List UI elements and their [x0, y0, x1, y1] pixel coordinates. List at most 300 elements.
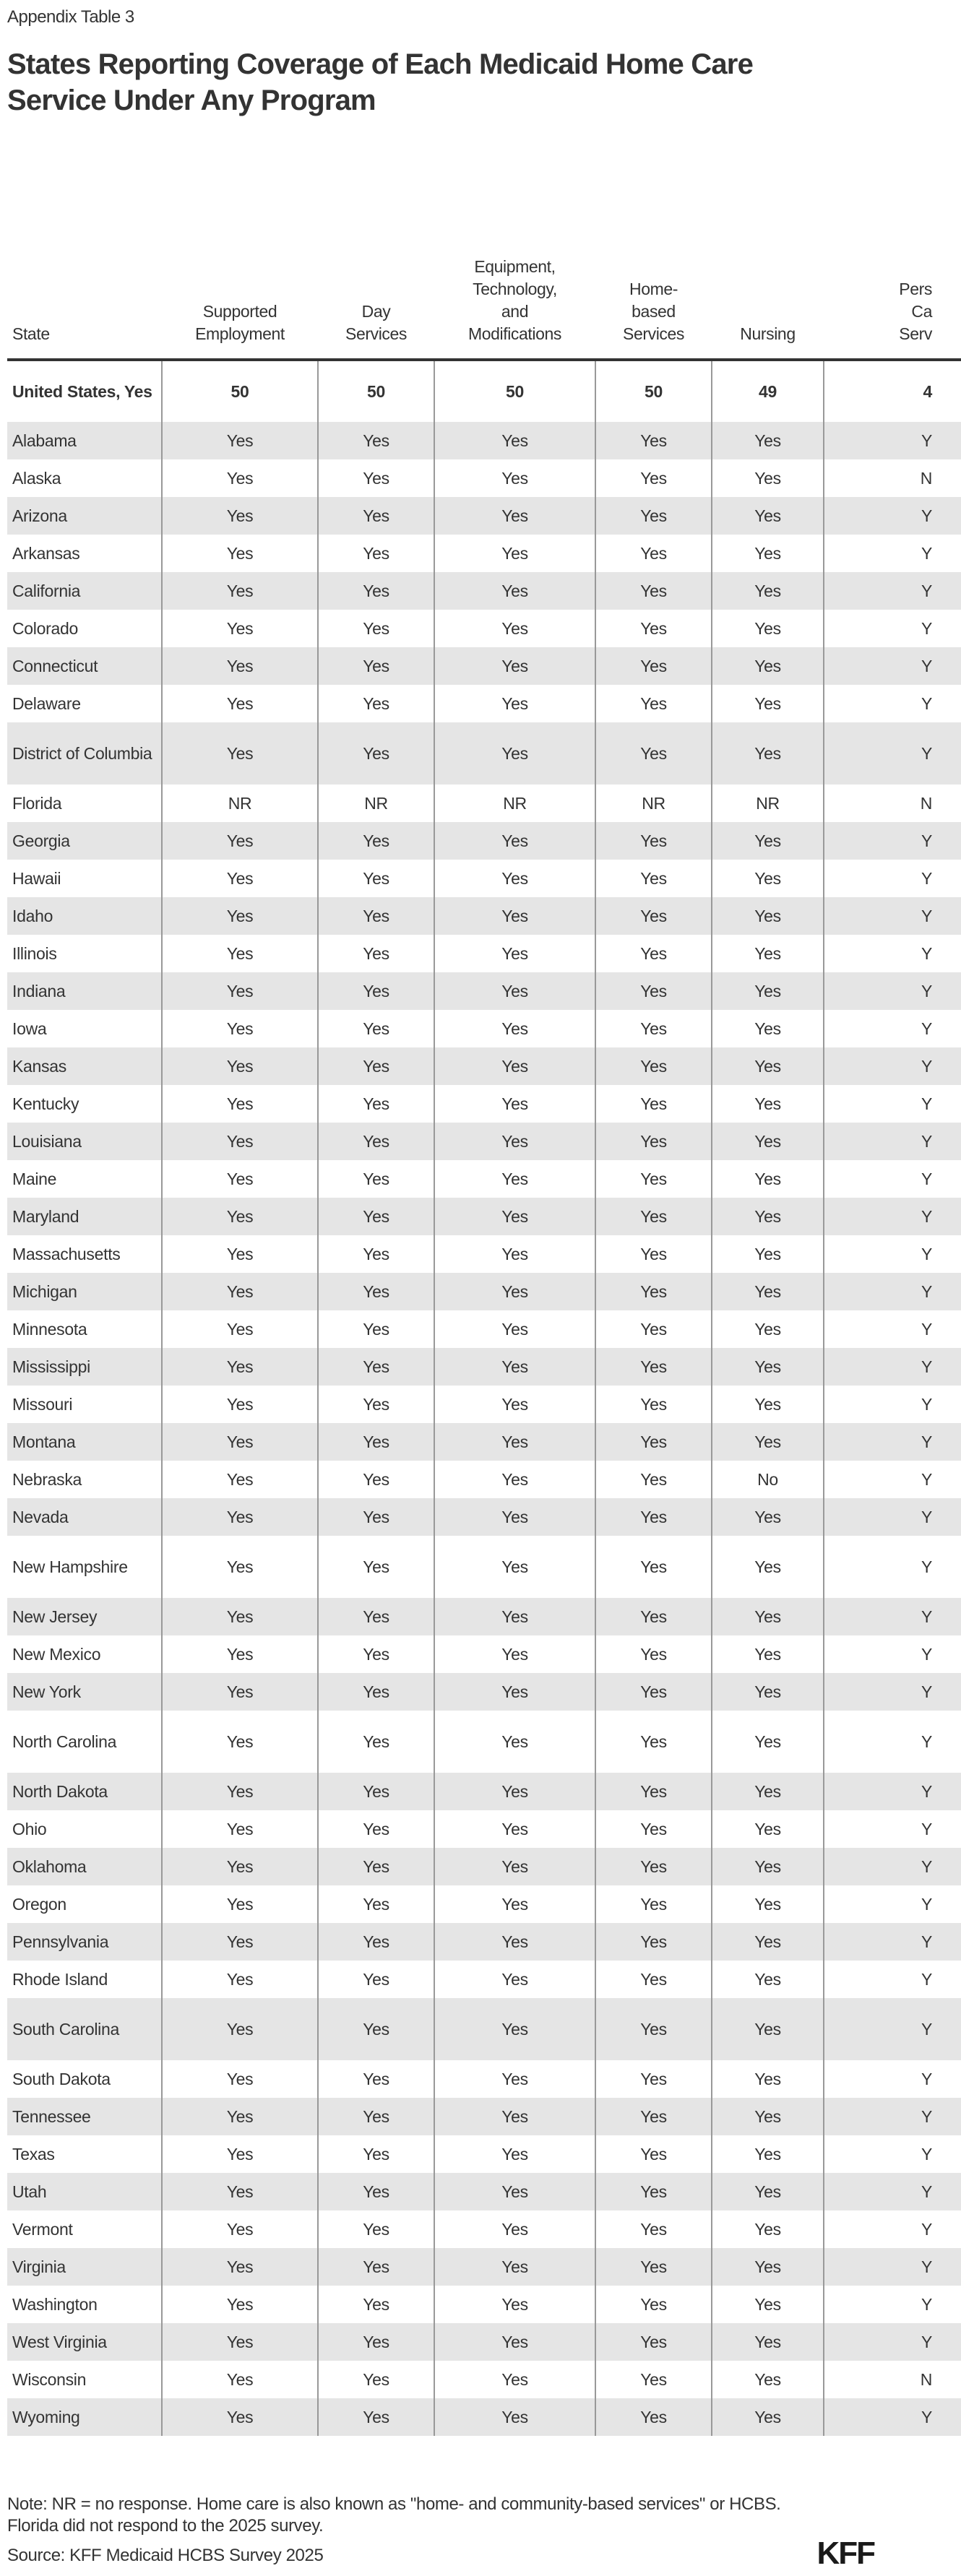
state-name: Washington — [12, 2294, 98, 2314]
table-cell: Yes — [162, 2098, 318, 2135]
table-cell: Yes — [318, 860, 434, 897]
table-cell: Yes — [434, 1885, 595, 1923]
table-cell: Yes — [318, 1536, 434, 1598]
table-cell: Yes — [595, 2398, 712, 2436]
state-name: Maine — [12, 1169, 57, 1188]
column-header-line: based — [632, 302, 676, 321]
column-header-0 — [7, 238, 162, 360]
table-cell: Yes — [162, 1885, 318, 1923]
table-cell: Yes — [712, 897, 824, 935]
table-row — [7, 1235, 961, 1273]
state-name: United States, Yes — [12, 381, 152, 401]
table-cell: Yes — [318, 2135, 434, 2173]
kff-logo: KFF — [816, 2536, 874, 2571]
state-name: North Carolina — [12, 1732, 117, 1751]
table-cell: Yes — [595, 1536, 712, 1598]
table-cell: NR — [162, 785, 318, 822]
table-cell: Yes — [318, 572, 434, 610]
table-cell: Y — [824, 1085, 961, 1123]
table-cell: Yes — [595, 1923, 712, 1961]
table-cell: Yes — [162, 422, 318, 459]
table-cell: Yes — [318, 1635, 434, 1673]
table-cell: Y — [824, 1673, 961, 1711]
table-cell: Yes — [318, 647, 434, 685]
table-cell: Yes — [162, 1235, 318, 1273]
table-cell: Yes — [318, 1310, 434, 1348]
table-cell: Yes — [162, 1810, 318, 1848]
table-cell: Y — [824, 2248, 961, 2286]
state-name: Ohio — [12, 1819, 47, 1838]
table-cell: Yes — [434, 459, 595, 497]
state-name: Maryland — [7, 1198, 162, 1235]
table-header — [7, 238, 961, 360]
table-row — [7, 1598, 961, 1635]
table-cell: Y — [824, 685, 961, 722]
table-cell: Yes — [318, 610, 434, 647]
table-cell: Yes — [162, 935, 318, 972]
table-cell: Yes — [712, 2398, 824, 2436]
table-cell: Yes — [162, 1998, 318, 2060]
table-cell: Yes — [318, 2361, 434, 2398]
table-cell: Yes — [434, 1998, 595, 2060]
table-cell: Y — [824, 1010, 961, 1047]
state-name: Utah — [7, 2173, 162, 2210]
table-row — [7, 1348, 961, 1386]
table-cell: Yes — [318, 897, 434, 935]
table-cell: Y — [824, 422, 961, 459]
table-cell: Yes — [434, 822, 595, 860]
table-cell: Yes — [434, 1047, 595, 1085]
table-cell: Y — [824, 2060, 961, 2098]
state-name: Rhode Island — [12, 1969, 108, 1989]
table-cell: Yes — [318, 1423, 434, 1461]
table-cell: Yes — [162, 1423, 318, 1461]
table-cell: Yes — [318, 497, 434, 535]
table-cell: Yes — [434, 1273, 595, 1310]
table-cell: Yes — [318, 1810, 434, 1848]
table-row — [7, 1998, 961, 2060]
table-cell: Yes — [434, 935, 595, 972]
table-cell: Yes — [318, 1123, 434, 1160]
table-cell: Yes — [595, 1235, 712, 1273]
table-cell: Y — [824, 1160, 961, 1198]
table-cell: Yes — [318, 1998, 434, 2060]
table-cell: Yes — [162, 860, 318, 897]
table-cell: Yes — [712, 535, 824, 572]
table-cell: Yes — [162, 1123, 318, 1160]
table-cell: Yes — [318, 1848, 434, 1885]
table-cell: Yes — [318, 1961, 434, 1998]
table-cell: Yes — [595, 1998, 712, 2060]
table-cell: Y — [824, 610, 961, 647]
table-cell: Yes — [595, 1598, 712, 1635]
table-cell: Y — [824, 2098, 961, 2135]
state-name: Mississippi — [7, 1348, 162, 1386]
table-cell: NR — [712, 785, 824, 822]
table-cell: Yes — [712, 722, 824, 785]
column-header-line: Nursing — [740, 324, 796, 343]
table-cell: Yes — [162, 1198, 318, 1235]
table-cell: Yes — [595, 1310, 712, 1348]
table-cell: Yes — [712, 822, 824, 860]
table-cell: N — [824, 459, 961, 497]
table-row — [7, 1848, 961, 1885]
table-cell: Yes — [434, 1310, 595, 1348]
table-cell: Yes — [595, 1348, 712, 1386]
table-cell: Yes — [595, 422, 712, 459]
table-cell: Yes — [162, 2323, 318, 2361]
state-name: Oregon — [12, 1894, 66, 1914]
table-row — [7, 1773, 961, 1810]
table-cell: Yes — [434, 685, 595, 722]
table-cell: Y — [824, 1848, 961, 1885]
state-name: Louisiana — [7, 1123, 162, 1160]
table-cell: Yes — [434, 647, 595, 685]
column-header-line: and — [501, 302, 529, 321]
column-header-line: Pers — [899, 280, 932, 298]
state-name: New York — [7, 1673, 162, 1711]
table-row — [7, 1635, 961, 1673]
table-cell: Y — [824, 1498, 961, 1536]
table-cell: Yes — [595, 1461, 712, 1498]
table-row — [7, 722, 961, 785]
table-row — [7, 1961, 961, 1998]
table-cell: Yes — [712, 497, 824, 535]
table-cell: Yes — [595, 1423, 712, 1461]
table-row — [7, 1885, 961, 1923]
table-cell: Yes — [595, 1010, 712, 1047]
table-cell: Yes — [712, 1923, 824, 1961]
table-cell: Yes — [712, 2361, 824, 2398]
table-row — [7, 972, 961, 1010]
table-row — [7, 535, 961, 572]
table-cell: Y — [824, 1810, 961, 1848]
table-cell: Yes — [434, 1848, 595, 1885]
table-cell: Yes — [595, 2286, 712, 2323]
table-cell: N — [824, 785, 961, 822]
column-header-line: Technology, — [473, 280, 557, 298]
table-cell: Yes — [318, 1235, 434, 1273]
table-row — [7, 1810, 961, 1848]
state-name: Iowa — [12, 1019, 47, 1038]
table-row — [7, 1198, 961, 1235]
state-name: Pennsylvania — [7, 1923, 162, 1961]
column-header-1 — [162, 238, 318, 360]
state-name: West Virginia — [7, 2323, 162, 2361]
table-cell: Yes — [595, 1273, 712, 1310]
state-name: Wisconsin — [12, 2369, 87, 2389]
column-header-line: Services — [345, 324, 407, 343]
table-cell: Yes — [318, 2210, 434, 2248]
table-row — [7, 572, 961, 610]
state-name: Hawaii — [12, 868, 61, 888]
table-cell: Yes — [712, 1198, 824, 1235]
table-cell: Yes — [595, 2323, 712, 2361]
column-header-3 — [434, 238, 595, 360]
table-cell: Y — [824, 535, 961, 572]
column-header-line: Serv — [899, 324, 932, 343]
table-cell: Yes — [712, 459, 824, 497]
table-cell: Yes — [595, 1085, 712, 1123]
table-cell: Yes — [162, 1635, 318, 1673]
table-note: Note: NR = no response. Home care is also known as "home- and community-based services" or HCBS. Florida did not respond to the 2025 survey. — [7, 2494, 781, 2536]
table-cell: Yes — [162, 497, 318, 535]
state-name: Connecticut — [7, 647, 162, 685]
table-cell: Yes — [595, 1498, 712, 1536]
table-cell: Yes — [712, 2210, 824, 2248]
table-cell: Yes — [162, 2060, 318, 2098]
table-cell: 50 — [318, 360, 434, 422]
table-cell: Y — [824, 1123, 961, 1160]
table-cell: Yes — [712, 1998, 824, 2060]
table-cell: Yes — [712, 2173, 824, 2210]
table-row — [7, 647, 961, 685]
table-cell: Yes — [162, 1598, 318, 1635]
table-cell: Y — [824, 972, 961, 1010]
table-cell: No — [712, 1461, 824, 1498]
table-cell: Yes — [434, 1198, 595, 1235]
table-row — [7, 2173, 961, 2210]
table-cell: Yes — [595, 459, 712, 497]
column-header-line: Home- — [629, 280, 678, 298]
table-cell: Y — [824, 1273, 961, 1310]
table-cell: Yes — [318, 535, 434, 572]
table-row — [7, 497, 961, 535]
table-cell: Yes — [318, 2098, 434, 2135]
table-row — [7, 1047, 961, 1085]
table-cell: Yes — [712, 2248, 824, 2286]
table-cell: Yes — [595, 1711, 712, 1773]
table-row — [7, 610, 961, 647]
table-cell: Yes — [162, 2361, 318, 2398]
table-cell: Yes — [318, 1273, 434, 1310]
state-name: Wyoming — [7, 2398, 162, 2436]
table-cell: Y — [824, 1998, 961, 2060]
table-cell: Yes — [318, 2398, 434, 2436]
table-cell: Yes — [318, 1773, 434, 1810]
table-cell: Yes — [318, 2323, 434, 2361]
table-cell: 50 — [162, 360, 318, 422]
state-name: Arkansas — [12, 543, 80, 563]
table-cell: Yes — [595, 685, 712, 722]
table-cell: Yes — [595, 1961, 712, 1998]
table-source: Source: KFF Medicaid HCBS Survey 2025 — [7, 2546, 324, 2565]
table-cell: Yes — [318, 822, 434, 860]
table-cell: Yes — [434, 1598, 595, 1635]
table-cell: Yes — [712, 2060, 824, 2098]
table-cell: Yes — [318, 1461, 434, 1498]
table-cell: Yes — [712, 422, 824, 459]
column-header-5 — [712, 238, 824, 360]
table-cell: Yes — [162, 1273, 318, 1310]
table-cell: Yes — [712, 1160, 824, 1198]
state-name: Indiana — [7, 972, 162, 1010]
table-cell: Yes — [162, 822, 318, 860]
table-cell: NR — [318, 785, 434, 822]
state-name: Minnesota — [12, 1319, 87, 1339]
state-name: Michigan — [7, 1273, 162, 1310]
column-header-line: Modifications — [467, 324, 562, 343]
table-cell: Yes — [595, 1635, 712, 1673]
table-cell: Yes — [162, 2398, 318, 2436]
table-cell: Yes — [434, 1160, 595, 1198]
state-name: South Dakota — [12, 2069, 111, 2088]
table-cell: Y — [824, 1536, 961, 1598]
state-name: Arizona — [7, 497, 162, 535]
table-cell: Yes — [162, 1461, 318, 1498]
table-cell: NR — [595, 785, 712, 822]
table-cell: Yes — [318, 1198, 434, 1235]
table-cell: Yes — [318, 422, 434, 459]
table-row — [7, 860, 961, 897]
table-cell: Yes — [318, 972, 434, 1010]
table-cell: Yes — [318, 1160, 434, 1198]
table-cell: Yes — [318, 2286, 434, 2323]
state-name: Kansas — [7, 1047, 162, 1085]
table-kicker: Appendix Table 3 — [7, 7, 134, 27]
state-name: Texas — [12, 2144, 55, 2164]
table-cell: Yes — [712, 1010, 824, 1047]
table-row — [7, 2398, 961, 2436]
table-cell: Yes — [595, 2135, 712, 2173]
table-cell: Y — [824, 1386, 961, 1423]
table-cell: Y — [824, 1423, 961, 1461]
table-cell: Yes — [162, 647, 318, 685]
table-cell: Yes — [162, 1085, 318, 1123]
table-cell: Yes — [434, 1386, 595, 1423]
table-cell: Yes — [434, 1461, 595, 1498]
table-cell: Yes — [162, 1773, 318, 1810]
column-header-line: Employment — [195, 324, 285, 343]
table-cell: Y — [824, 1310, 961, 1348]
table-row — [7, 822, 961, 860]
column-header-line: Services — [623, 324, 684, 343]
table-cell: Yes — [434, 897, 595, 935]
table-cell: Yes — [595, 1047, 712, 1085]
table-cell: Yes — [712, 647, 824, 685]
table-cell: Yes — [595, 2098, 712, 2135]
table-cell: Yes — [162, 1160, 318, 1198]
table-cell: Yes — [712, 1085, 824, 1123]
table-cell: Yes — [434, 860, 595, 897]
table-cell: Yes — [595, 1885, 712, 1923]
table-cell: Yes — [434, 1961, 595, 1998]
table-row — [7, 1123, 961, 1160]
table-row — [7, 1085, 961, 1123]
table-cell: N — [824, 2361, 961, 2398]
table-cell: Yes — [162, 2135, 318, 2173]
table-cell: Yes — [162, 1386, 318, 1423]
table-row — [7, 422, 961, 459]
table-cell: Y — [824, 1923, 961, 1961]
state-name: Idaho — [7, 897, 162, 935]
table-cell: Yes — [434, 1711, 595, 1773]
table-cell: Yes — [434, 2323, 595, 2361]
table-cell: Yes — [162, 1047, 318, 1085]
table-cell: Y — [824, 1885, 961, 1923]
table-cell: Yes — [595, 972, 712, 1010]
table-cell: Y — [824, 1047, 961, 1085]
table-cell: Yes — [162, 610, 318, 647]
table-cell: Yes — [162, 897, 318, 935]
table-cell: Y — [824, 722, 961, 785]
table-cell: Y — [824, 2135, 961, 2173]
table-cell: Yes — [712, 1310, 824, 1348]
table-cell: 4 — [824, 360, 961, 422]
table-cell: Yes — [595, 1160, 712, 1198]
page-title: States Reporting Coverage of Each Medicaid Home Care Service Under Any Program — [7, 48, 754, 116]
table-cell: Y — [824, 647, 961, 685]
table-cell: Yes — [434, 2173, 595, 2210]
table-cell: Yes — [434, 1498, 595, 1536]
table-row — [7, 1423, 961, 1461]
table-cell: NR — [434, 785, 595, 822]
state-name: California — [7, 572, 162, 610]
table-cell: Yes — [318, 1348, 434, 1386]
table-row — [7, 2098, 961, 2135]
table-cell: Yes — [595, 1673, 712, 1711]
table-cell: Yes — [712, 1773, 824, 1810]
table-cell: Yes — [318, 1923, 434, 1961]
table-cell: Yes — [712, 1498, 824, 1536]
table-cell: Yes — [712, 572, 824, 610]
table-row — [7, 2323, 961, 2361]
table-cell: Yes — [595, 1848, 712, 1885]
state-name: New Mexico — [12, 1644, 101, 1664]
table-cell: Yes — [318, 2173, 434, 2210]
table-cell: Yes — [595, 822, 712, 860]
table-cell: Yes — [434, 1773, 595, 1810]
table-cell: Yes — [595, 1810, 712, 1848]
table-cell: Yes — [712, 2286, 824, 2323]
header-row — [7, 238, 961, 360]
table-cell: Yes — [712, 1123, 824, 1160]
table-cell: Y — [824, 1635, 961, 1673]
table-cell: Yes — [434, 1348, 595, 1386]
table-cell: Yes — [162, 972, 318, 1010]
table-cell: Yes — [712, 1961, 824, 1998]
table-cell: Y — [824, 935, 961, 972]
table-cell: Y — [824, 2210, 961, 2248]
table-cell: Yes — [712, 1273, 824, 1310]
table-row — [7, 2248, 961, 2286]
table-cell: Y — [824, 1711, 961, 1773]
table-row — [7, 1310, 961, 1348]
table-cell: Yes — [434, 1536, 595, 1598]
table-cell: Yes — [434, 422, 595, 459]
table-cell: Yes — [162, 1673, 318, 1711]
table-cell: Yes — [712, 935, 824, 972]
table-row — [7, 2361, 961, 2398]
table-cell: Yes — [162, 535, 318, 572]
table-cell: Yes — [434, 1923, 595, 1961]
table-cell: 50 — [434, 360, 595, 422]
table-cell: Yes — [712, 972, 824, 1010]
table-cell: Yes — [318, 1885, 434, 1923]
table-cell: Yes — [318, 1498, 434, 1536]
table-cell: Yes — [712, 2323, 824, 2361]
state-name: Nevada — [7, 1498, 162, 1536]
table-cell: Yes — [595, 2361, 712, 2398]
table-cell: Yes — [162, 1923, 318, 1961]
state-name: Virginia — [7, 2248, 162, 2286]
table-cell: Yes — [434, 1810, 595, 1848]
state-name: Oklahoma — [7, 1848, 162, 1885]
state-name: Kentucky — [12, 1094, 79, 1113]
state-name: Montana — [7, 1423, 162, 1461]
table-row — [7, 1536, 961, 1598]
table-cell: Yes — [595, 1773, 712, 1810]
